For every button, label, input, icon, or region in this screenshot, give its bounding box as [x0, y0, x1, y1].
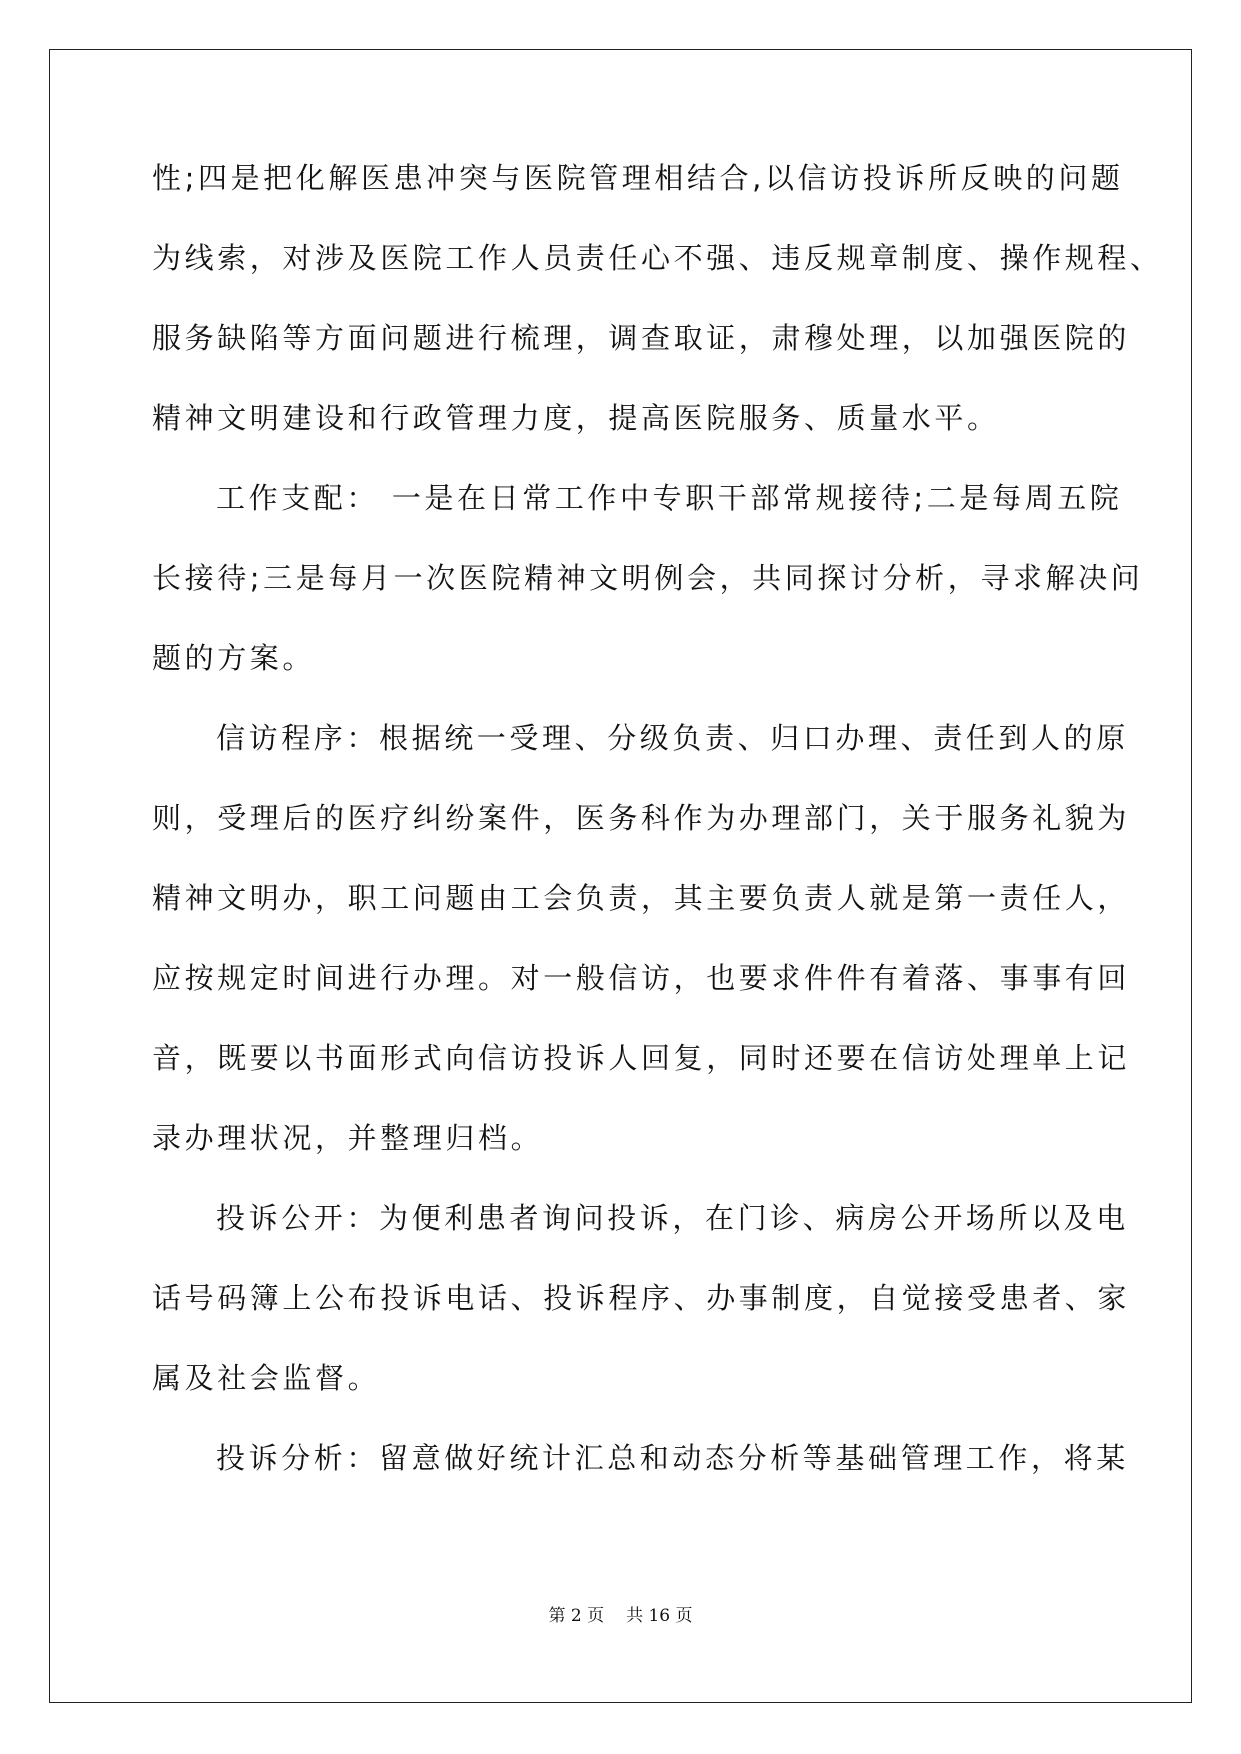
paragraph-start-line: 工作支配： 一是在日常工作中专职干部常规接待;二是每周五院 — [216, 481, 1123, 515]
text-line: 性;四是把化解医患冲突与医院管理相结合,以信访投诉所反映的问题 — [152, 161, 1124, 195]
paragraph-start-line: 信访程序：根据统一受理、分级负责、归口办理、责任到人的原 — [216, 721, 1129, 755]
text-line: 题的方案。 — [152, 641, 316, 675]
text-line: 则，受理后的医疗纠纷案件，医务科作为办理部门，关于服务礼貌为 — [152, 801, 1131, 835]
page-number: 第 2 页 — [548, 1606, 605, 1626]
document-body — [152, 161, 1163, 1522]
text-line: 精神文明办，职工问题由工会负责，其主要负责人就是第一责任人， — [152, 881, 1131, 915]
text-line: 录办理状况，并整理归档。 — [152, 1121, 544, 1155]
text-line: 为线索，对涉及医院工作人员责任心不强、违反规章制度、操作规程、 — [152, 241, 1163, 275]
text-line: 长接待;三是每月一次医院精神文明例会，共同探讨分析，寻求解决问 — [152, 561, 1144, 595]
page-footer — [0, 1601, 1241, 1626]
text-line: 属及社会监督。 — [152, 1361, 381, 1395]
text-line: 应按规定时间进行办理。对一般信访，也要求件件有着落、事事有回 — [152, 961, 1131, 995]
paragraph-start-line: 投诉公开：为便利患者询问投诉，在门诊、病房公开场所以及电 — [216, 1201, 1129, 1235]
text-line: 精神文明建设和行政管理力度，提高医院服务、质量水平。 — [152, 401, 1000, 435]
text-line: 服务缺陷等方面问题进行梳理，调查取证，肃穆处理，以加强医院的 — [152, 321, 1131, 355]
page-total: 共 16 页 — [626, 1606, 693, 1626]
paragraph-start-line: 投诉分析：留意做好统计汇总和动态分析等基础管理工作，将某 — [216, 1441, 1129, 1475]
text-line: 音，既要以书面形式向信访投诉人回复，同时还要在信访处理单上记 — [152, 1041, 1131, 1075]
text-line: 话号码簿上公布投诉电话、投诉程序、办事制度，自觉接受患者、家 — [152, 1281, 1131, 1315]
